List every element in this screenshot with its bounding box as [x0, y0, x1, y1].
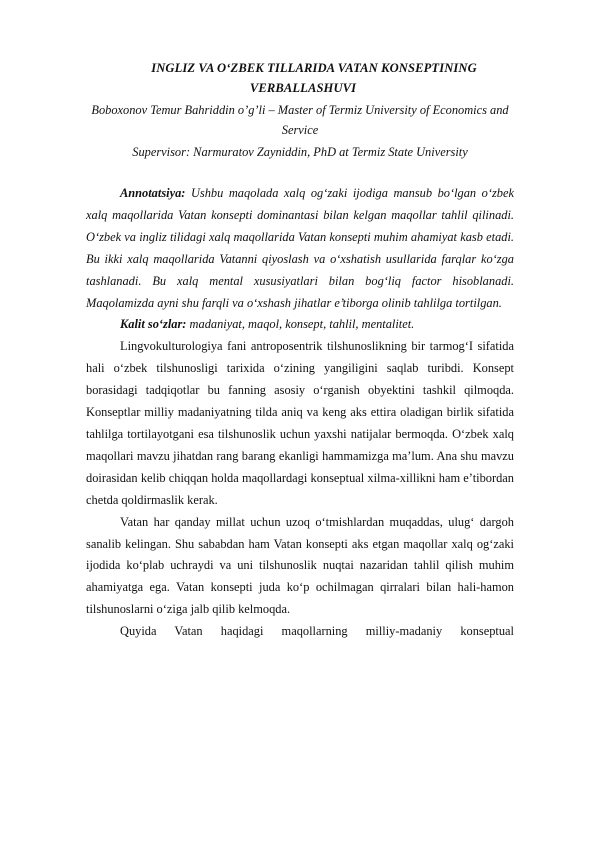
abstract-paragraph [86, 183, 514, 314]
article-title-line-1: INGLIZ VA O‘ZBEK TILLARIDA VATAN KONSEPTINING [151, 61, 477, 75]
keywords-text: madaniyat, maqol, konsept, tahlil, mentalitet. [189, 317, 415, 332]
keywords-label: Kalit so‘zlar: [120, 317, 187, 332]
supervisor-line: Supervisor: Narmuratov Zayniddin, PhD at Termiz State University [132, 145, 468, 159]
abstract-text: Ushbu maqolada xalq og‘zaki ijodiga mansub bo‘lgan o‘zbek xalq maqollarida Vatan konsepti dominantasi bilan kelgan maqollar tahlil qilinadi. O‘zbek va ingliz tilidagi xalq maqollarida Vatan konsepti muhim ahamiyat kasb etadi. Bu ikki xalq maqollarida Vatanni qiyoslash va o‘xshatish usullarida farqlar ko‘zga tashlanadi. Bu xalq mental xususiyatlari bilan bog‘liq factor hisoblanadi. Maqolamizda ayni shu farqli va o‘xshash jihatlar e’tiborga olinib tahlilga tortilgan. [86, 186, 514, 310]
abstract-label: Annotatsiya: [120, 186, 186, 200]
article-title-line-2: VERBALLASHUVI [249, 81, 357, 95]
article-title [86, 58, 514, 98]
body-paragraph-2: Vatan har qanday millat uchun uzoq o‘tmishlardan muqaddas, ulug‘ dargoh sanalib kelingan. Shu sababdan ham Vatan konsepti aks etgan maqollar xalq og‘zaki ijodida ko‘plab uchraydi va uni tilshunoslik nuqtai nazaridan tahlil qilish muhim ahamiyatga ega. Vatan konsepti juda ko‘p ochilmagan qirralari bilan hali-hamon tilshunoslarni o‘ziga jalb qilib kelmoqda. [86, 514, 514, 617]
author-line: Boboxonov Temur Bahriddin o’g’li – Master of Termiz University of Economics and Service [91, 103, 509, 137]
keywords-paragraph [86, 314, 514, 336]
article-page [86, 58, 514, 643]
body-paragraph-1: Lingvokulturologiya fani antroposentrik tilshunoslikning bir tarmog‘I sifatida hali o‘zbek tilshunosligi tarixida o‘zining yangiligini saqlab turibdi. Konsept borasidagi tadqiqotlar bu fanning asosiy o‘rganish obyektini tashkil qilmoqda. Konseptlar milliy madaniyatning tilda aniq va keng aks ettira oladigan birlik sifatida tahlilga tortilayotgani esa tilshunoslik uchun yaxshi natijalar bermoqda. O‘zbek xalq maqollari mavzu jihatdan rang barang ekanligi hammamizga ma’lum. Ana shu mavzu doirasidan kelib chiqqan holda maqollardagi konseptual xilma-xillikni ham e’tibordan chetda qoldirmaslik kerak. [86, 339, 514, 507]
body-paragraph-3: Quyida Vatan haqidagi maqollarning milliy-madaniy konseptual [120, 624, 514, 639]
